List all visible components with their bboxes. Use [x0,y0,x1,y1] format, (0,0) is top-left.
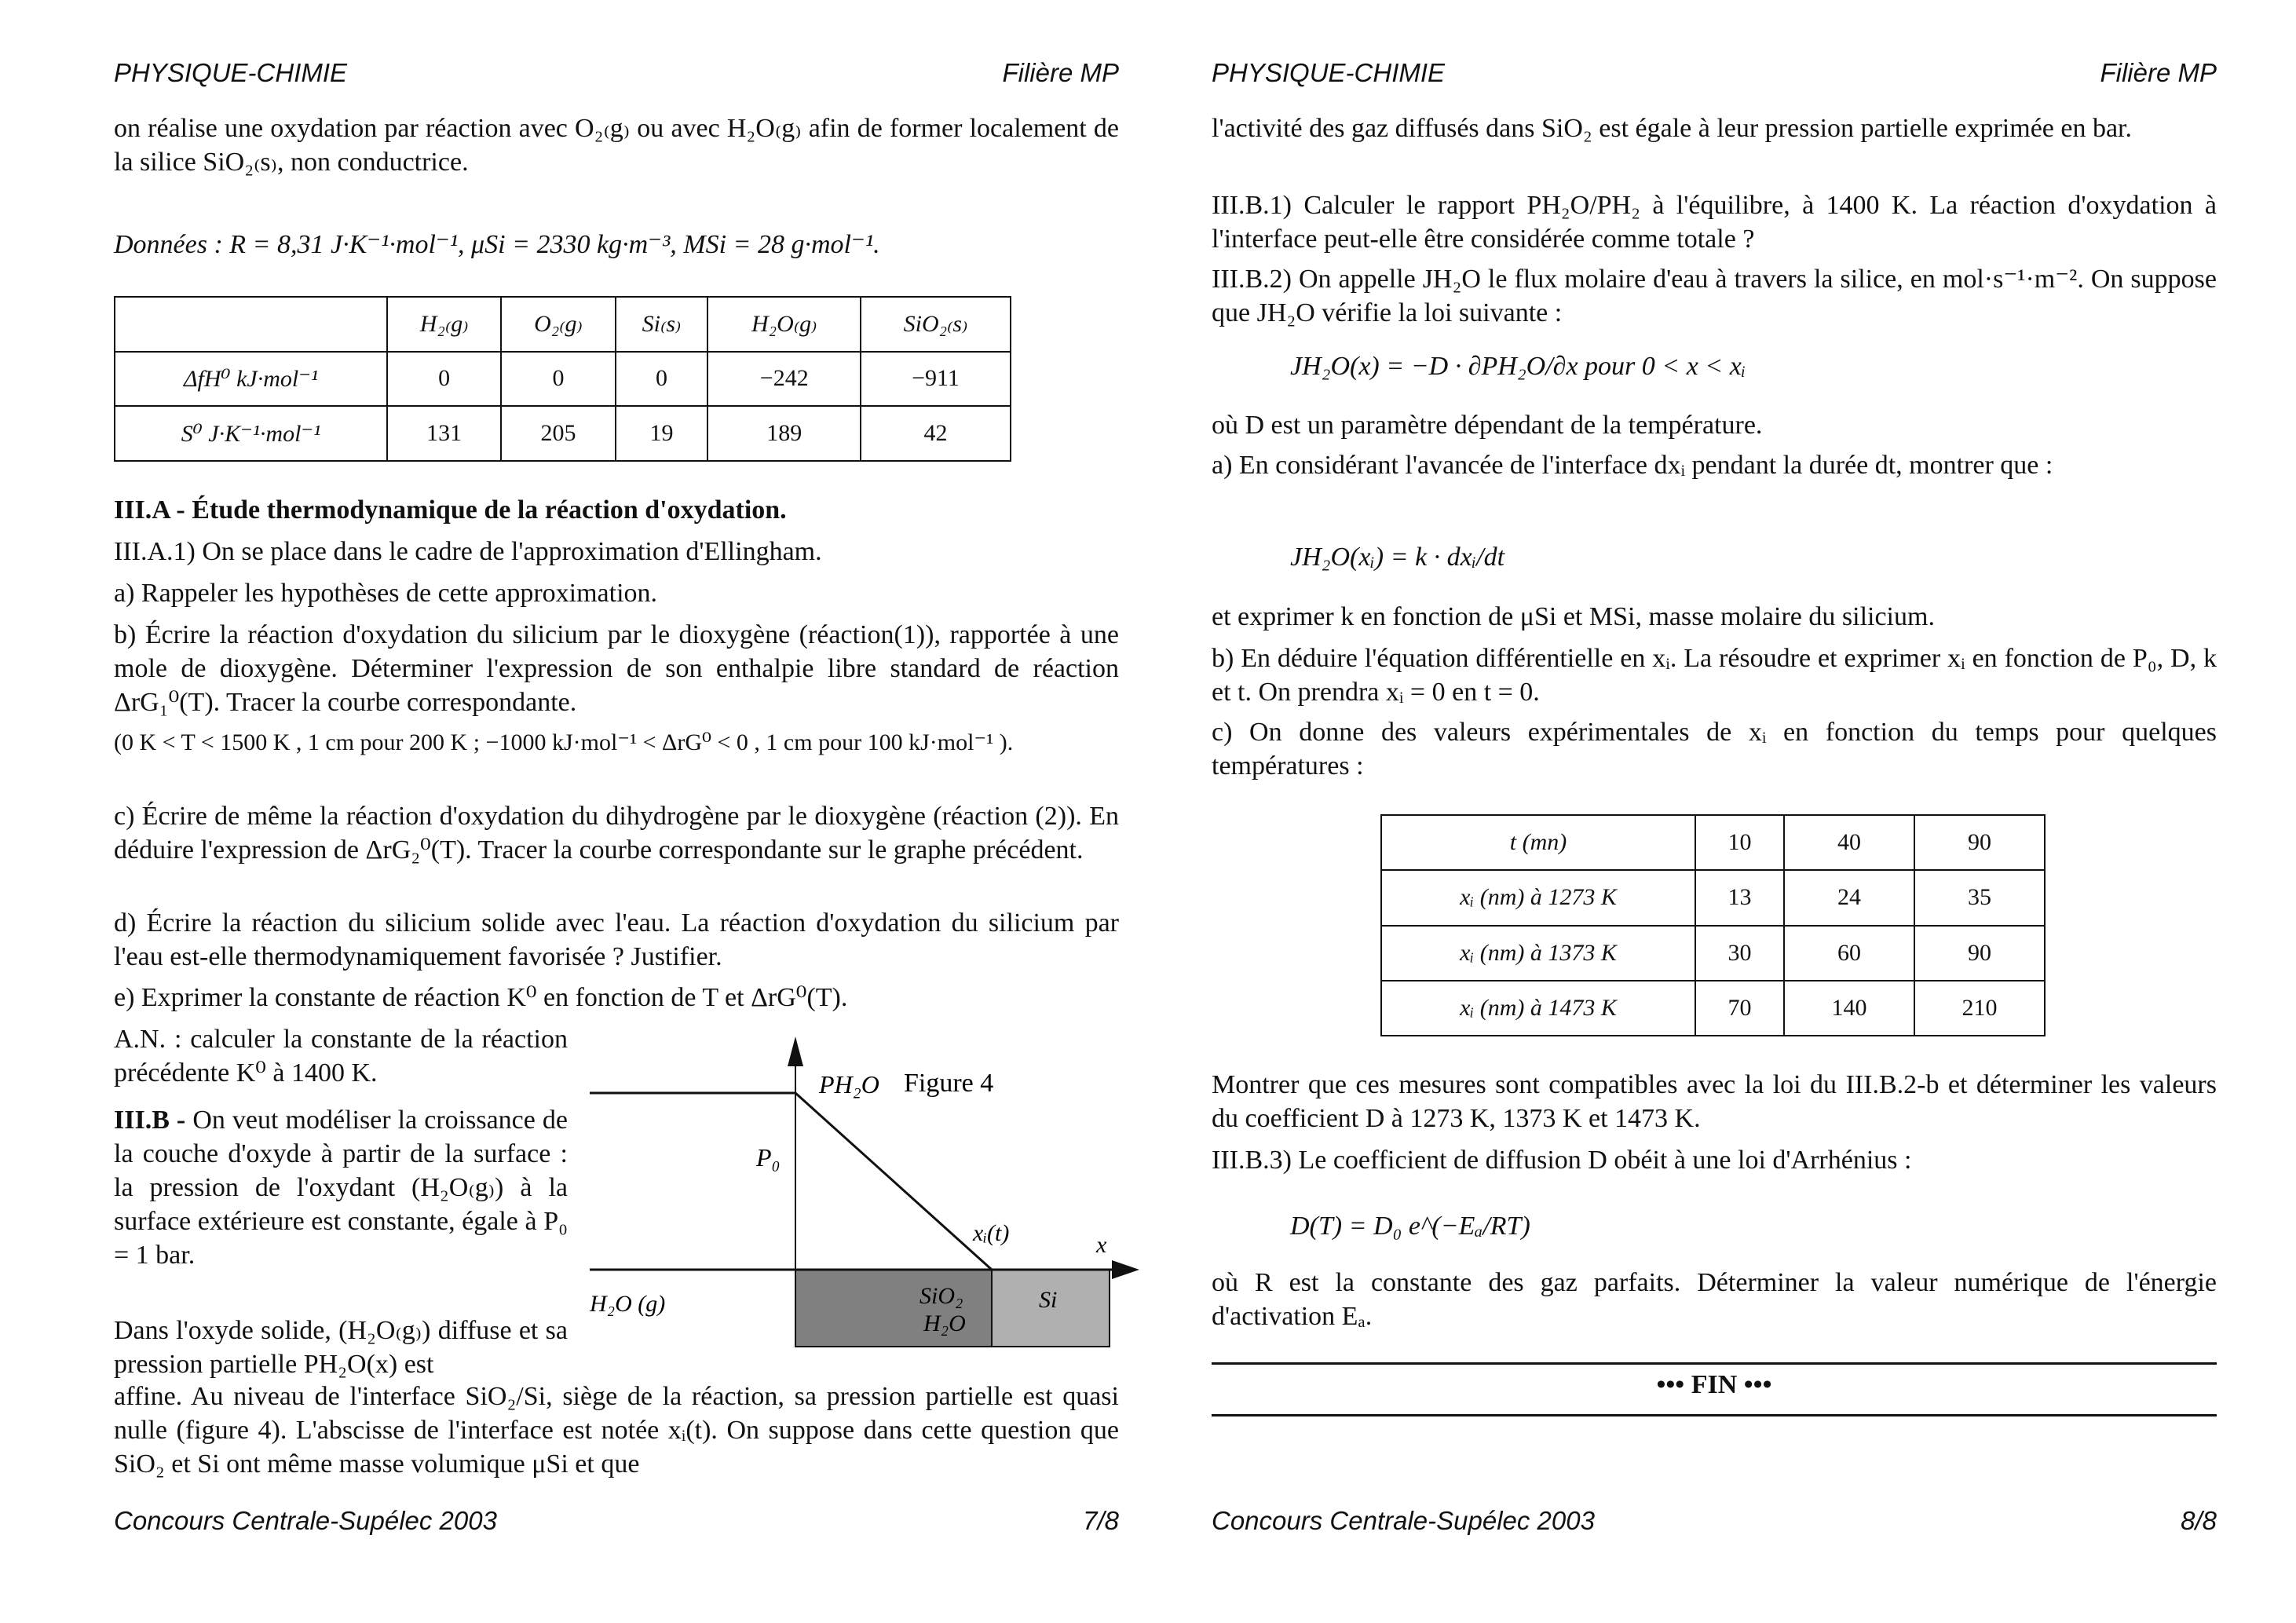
thermo-data-table [114,296,1011,462]
page-number: 7/8 [1083,1506,1119,1535]
x-axis-arrow-icon [1112,1260,1139,1279]
page-header [1212,58,2217,88]
intro-paragraph: on réalise une oxydation par réaction avec O₂₍g₎ ou avec H₂O₍g₎ afin de former localement de la silice SiO₂₍s₎, non conductrice. [114,114,1119,177]
table-cell: 210 [1914,981,2045,1036]
header-track: Filière MP [1002,58,1119,87]
page-8 [1212,0,2217,1623]
end-marker: ••• FIN ••• [1656,1370,1772,1399]
figure-title: Figure 4 [904,1069,994,1098]
table-cell: xᵢ (nm) à 1373 K [1381,926,1695,981]
pressure-profile-line [590,1093,992,1270]
arrhenius-equation: D(T) = D₀ e^(−Eₐ/RT) [1290,1212,1530,1241]
table-cell: 60 [1784,926,1914,981]
figure-4-diagram [590,1029,1139,1358]
page-number: 8/8 [2181,1506,2217,1535]
x-axis-label: x [1096,1232,1107,1258]
table-cell: 70 [1695,981,1784,1036]
section-IIIB-text: On veut modéliser la croissance de la couche d'oxyde à partir de la surface : la pression de l'oxydant (H₂O₍g₎) à la surface extérieure est constante, égale à P₀ = 1 bar. [114,1106,568,1270]
page-7 [114,0,1119,1623]
table-cell: 90 [1914,926,2045,981]
question-IIIB2: III.B.2) On appelle JH₂O le flux molaire d'eau à travers la silice, en mol·s⁻¹·m⁻². On suppose que JH₂O vérifie la loi suivante : [1212,265,2217,327]
section-heading-IIIA: III.A - Étude thermodynamique de la réaction d'oxydation. [114,495,787,525]
page-footer [1212,1506,2217,1536]
table-row [115,352,1011,407]
divider [1212,1414,2217,1416]
table-cell: ΔfH⁰ kJ·mol⁻¹ [115,352,387,407]
table-cell: 0 [616,352,708,407]
interface-equation: JH₂O(xᵢ) = k · dxᵢ/dt [1290,543,1505,572]
question-a: a) En considérant l'avancée de l'interface dxᵢ pendant la durée dt, montrer que : [1212,451,2053,480]
table-row [1381,926,2045,981]
xi-label: xᵢ(t) [973,1220,1010,1246]
table-cell: O₂₍g₎ [501,297,615,352]
question-IIIB3: III.B.3) Le coefficient de diffusion D obéit à une loi d'Arrhénius : [1212,1146,1912,1175]
table-header-row [115,297,1011,352]
header-track: Filière MP [2100,58,2217,87]
h2o-gas-label: H₂O (g) [590,1291,666,1317]
plot-conditions: (0 K < T < 1500 K , 1 cm pour 200 K ; −1000 kJ·mol⁻¹ < ΔrG⁰ < 0 , 1 cm pour 100 kJ·mol⁻¹ ). [114,729,1014,755]
table-cell: 40 [1784,815,1914,870]
y-axis-arrow-icon [788,1036,803,1066]
experimental-data-table [1380,814,2046,1036]
question-c: c) Écrire de même la réaction d'oxydation du dihydrogène par le dioxygène (réaction (2)). En déduire l'expression de ΔrG₂⁰(T). Tracer la courbe correspondante sur le graphe précédent. [114,802,1119,865]
diffusion-paragraph: Dans l'oxyde solide, (H₂O₍g₎) diffuse et sa pression partielle PH₂O(x) est [114,1316,568,1379]
page-footer [114,1506,1119,1536]
question-b: b) En déduire l'équation différentielle en xᵢ. La résoudre et exprimer xᵢ en fonction de P₀, D, k et t. On prendra xᵢ = 0 en t = 0. [1212,644,2217,707]
table-cell: 90 [1914,815,2045,870]
table-cell: xᵢ (nm) à 1273 K [1381,870,1695,925]
table-cell: S⁰ J·K⁻¹·mol⁻¹ [115,406,387,461]
question-a: a) Rappeler les hypothèses de cette approximation. [114,579,658,608]
table-cell: −242 [707,352,861,407]
data-constants: Données : R = 8,31 J·K⁻¹·mol⁻¹, μSi = 2330 kg·m⁻³, MSi = 28 g·mol⁻¹. [114,230,880,259]
section-IIIB-label: III.B - [114,1106,193,1135]
header-subject: PHYSIQUE-CHIMIE [114,58,348,87]
table-cell: 19 [616,406,708,461]
divider [1212,1362,2217,1365]
sio2-label: SiO₂ [919,1283,963,1309]
table-cell: xᵢ (nm) à 1473 K [1381,981,1695,1036]
question-IIIA1: III.A.1) On se place dans le cadre de l'approximation d'Ellingham. [114,537,822,566]
numerical-application: A.N. : calculer la constante de la réaction précédente K⁰ à 1400 K. [114,1025,568,1087]
table-cell: 30 [1695,926,1784,981]
activation-energy-question: où R est la constante des gaz parfaits. Déterminer la valeur numérique de l'énergie d'activation Eₐ. [1212,1268,2217,1331]
table-cell: H₂₍g₎ [387,297,501,352]
table-cell: 0 [387,352,501,407]
table-cell: 0 [501,352,615,407]
footer-contest: Concours Centrale-Supélec 2003 [114,1506,497,1535]
table-cell [115,297,387,352]
gas-activity-paragraph: l'activité des gaz diffusés dans SiO₂ est égale à leur pression partielle exprimée en bar. [1212,114,2133,143]
sio2-h2o-label: H₂O [923,1310,966,1336]
si-label: Si [1039,1287,1058,1313]
table-cell: 13 [1695,870,1784,925]
table-cell: H₂O₍g₎ [707,297,861,352]
table-cell: 42 [861,406,1011,461]
table-cell: 189 [707,406,861,461]
table-row [115,406,1011,461]
question-d: d) Écrire la réaction du silicium solide avec l'eau. La réaction d'oxydation du silicium par l'eau est-elle thermodynamiquement favorisée ? Justifier. [114,908,1119,971]
d-definition: où D est un paramètre dépendant de la température. [1212,411,1763,440]
header-subject: PHYSIQUE-CHIMIE [1212,58,1446,87]
table-row [1381,870,2045,925]
show-compatibility: Montrer que ces mesures sont compatibles avec la loi du III.B.2-b et déterminer les valeurs du coefficient D à 1273 K, 1373 K et 1473 K. [1212,1070,2217,1133]
table-cell: 10 [1695,815,1784,870]
section-IIIB [114,1103,568,1272]
table-cell: 24 [1784,870,1914,925]
question-c: c) On donne des valeurs expérimentales de xᵢ en fonction du temps pour quelques températures : [1212,718,2217,780]
table-cell: t (mn) [1381,815,1695,870]
table-cell: 140 [1784,981,1914,1036]
question-e: e) Exprimer la constante de réaction K⁰ en fonction de T et ΔrG⁰(T). [114,983,848,1012]
table-cell: 131 [387,406,501,461]
table-cell: −911 [861,352,1011,407]
express-k: et exprimer k en fonction de μSi et MSi, masse molaire du silicium. [1212,602,1935,631]
p0-label: P₀ [756,1143,781,1172]
y-axis-label: PH₂O [819,1070,879,1098]
interface-paragraph: affine. Au niveau de l'interface SiO₂/Si, siège de la réaction, sa pression partielle est quasi nulle (figure 4). L'abscisse de l'interface est notée xᵢ(t). On suppose dans cette question que SiO₂ et Si ont même masse volumique μSi et que [114,1382,1119,1479]
table-cell: SiO₂₍s₎ [861,297,1011,352]
flux-equation: JH₂O(x) = −D · ∂PH₂O/∂x pour 0 < x < xᵢ [1290,352,1746,381]
table-cell: Si₍s₎ [616,297,708,352]
footer-contest: Concours Centrale-Supélec 2003 [1212,1506,1595,1535]
question-IIIB1: III.B.1) Calculer le rapport PH₂O/PH₂ à l'équilibre, à 1400 K. La réaction d'oxydation à l'interface peut-elle être considérée comme totale ? [1212,191,2217,254]
table-header-row [1381,815,2045,870]
table-cell: 35 [1914,870,2045,925]
table-row [1381,981,2045,1036]
page-header [114,58,1119,88]
question-b: b) Écrire la réaction d'oxydation du silicium par le dioxygène (réaction(1)), rapportée à une mole de dioxygène. Déterminer l'expression de son enthalpie libre standard de réaction ΔrG₁⁰(T). Tracer la courbe correspondante. [114,620,1119,717]
table-cell: 205 [501,406,615,461]
